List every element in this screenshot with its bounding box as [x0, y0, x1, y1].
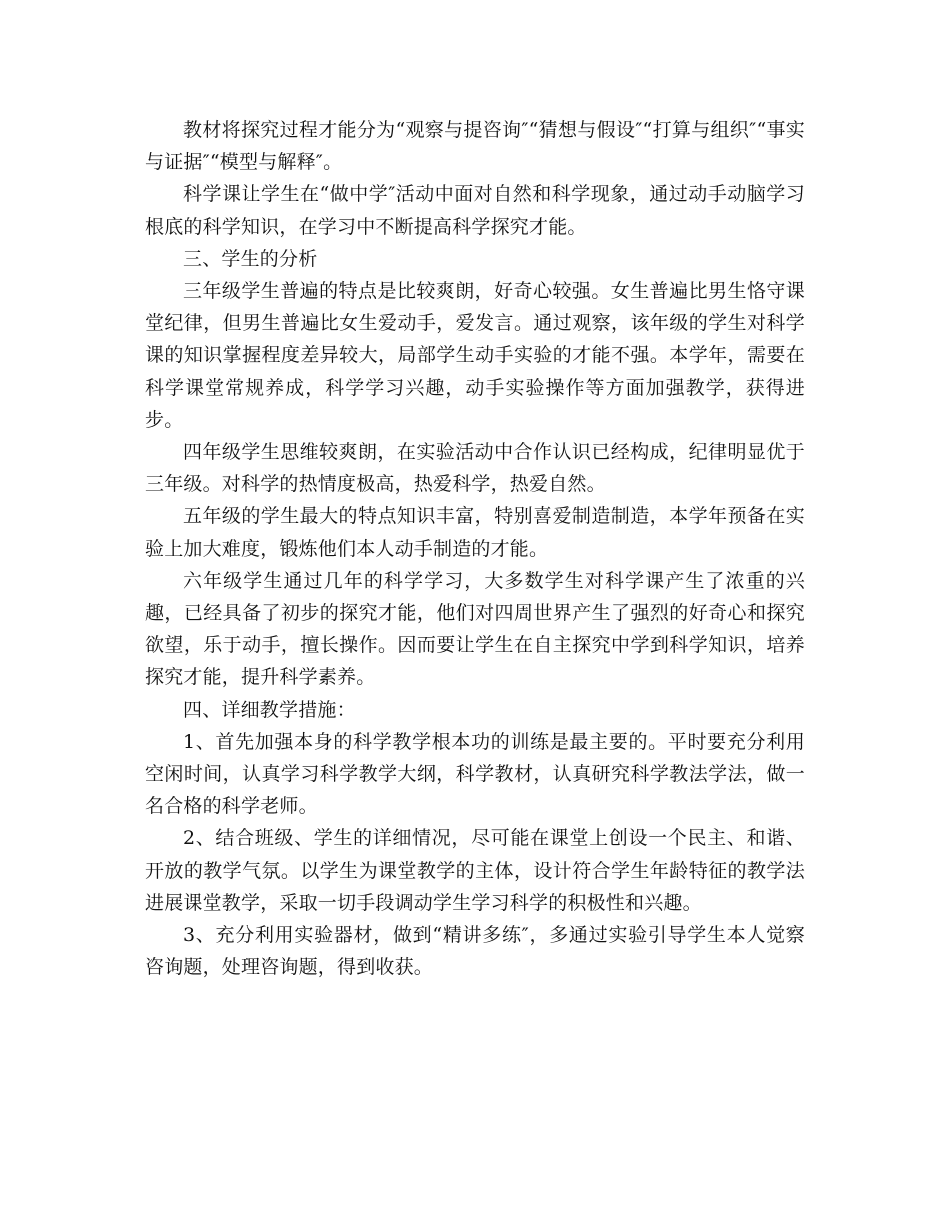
paragraph-measure-3: 3、充分利用实验器材，做到“精讲多练″，多通过实验引导学生本人觉察咨询题，处理咨询题，得到收获。: [145, 924, 805, 979]
paragraph-grade-four: 四年级学生思维较爽朗，在实验活动中合作认识已经构成，纪律明显优于三年级。对科学的热情度极高，热爱科学，热爱自然。: [145, 441, 805, 496]
paragraph-grade-six: 六年级学生通过几年的科学学习，大多数学生对科学课产生了浓重的兴趣，已经具备了初步的探究才能，他们对四周世界产生了强烈的好奇心和探究欲望，乐于动手，擅长操作。因而要让学生在自主探究中学到科学知识，培养探究才能，提升科学素养。: [145, 569, 805, 689]
section-heading-student-analysis: 三、学生的分析: [183, 247, 318, 270]
paragraph-inquiry-abilities: 教材将探究过程才能分为“观察与提咨询″“猜想与假设″“打算与组织″“事实与证据″“模型与解释″。: [145, 119, 805, 174]
document-page: [145, 114, 805, 983]
paragraph-grade-three: 三年级学生普遍的特点是比较爽朗，好奇心较强。女生普遍比男生恪守课堂纪律，但男生普遍比女生爱动手，爱发言。通过观察，该年级的学生对科学课的知识掌握程度差异较大，局部学生动手实验的才能不强。本学年，需要在科学课堂常规养成，科学学习兴趣，动手实验操作等方面加强教学，获得进步。: [145, 280, 805, 431]
paragraph-learning-by-doing: 科学课让学生在“做中学″活动中面对自然和科学现象，通过动手动脑学习根底的科学知识，在学习中不断提高科学探究才能。: [145, 183, 805, 238]
section-heading-teaching-measures: 四、详细教学措施：: [183, 698, 356, 721]
paragraph-measure-2: 2、结合班级、学生的详细情况，尽可能在课堂上创设一个民主、和谐、开放的教学气氛。以学生为课堂教学的主体，设计符合学生年龄特征的教学法进展课堂教学，采取一切手段调动学生学习科学的积极性和兴趣。: [145, 827, 805, 914]
paragraph-measure-1: 1、首先加强本身的科学教学根本功的训练是最主要的。平时要充分利用空闲时间，认真学习科学教学大纲，科学教材，认真研究科学教法学法，做一名合格的科学老师。: [145, 730, 805, 818]
paragraph-grade-five: 五年级的学生最大的特点知识丰富，特别喜爱制造制造，本学年预备在实验上加大难度，锻炼他们本人动手制造的才能。: [145, 505, 805, 560]
